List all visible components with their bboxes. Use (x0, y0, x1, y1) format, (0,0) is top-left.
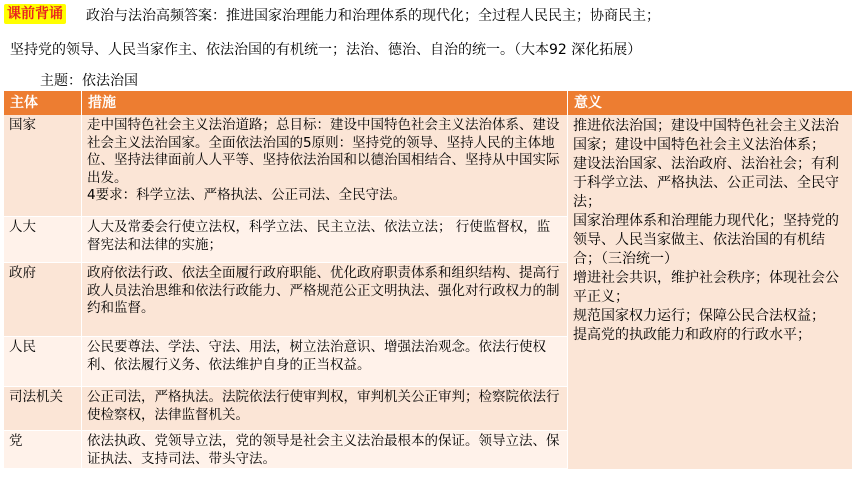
measures-cell: 依法执政、党领导立法，党的领导是社会主义法治最根本的保证。领导立法、保证执法、支持司法、带头守法。 (82, 431, 568, 469)
meaning-item: 建设法治国家、法治政府、法治社会；有利于科学立法、严格执法、公正司法、全民守法； (573, 156, 839, 210)
meaning-item: 提高党的执政能力和政府的行政水平； (573, 327, 811, 343)
subject-cell: 国家 (4, 115, 82, 217)
measures-cell: 公民要尊法、学法、守法、用法，树立法治意识、增强法治观念。依法行使权利、依法履行义务、依法维护自身的正当权益。 (82, 337, 568, 387)
measures-cell: 公正司法，严格执法。法院依法行使审判权，审判机关公正审判；检察院依法行使检察权，法律监督机关。 (82, 387, 568, 431)
topic-label: 主题：依法治国 (40, 73, 138, 89)
meaning-item: 推进依法治国；建设中国特色社会主义法治国家；建设中国特色社会主义法治体系； (573, 118, 839, 153)
measures-text: 走中国特色社会主义法治道路；总目标：建设中国特色社会主义法治体系、建设社会主义法治国家。全面依法治国的5原则：坚持党的领导、坚持人民的主体地位、坚持法律面前人人平等、坚持依法治国和以德治国相结合、坚持从中国实际出发。 (87, 117, 560, 186)
header-subject: 主体 (4, 91, 82, 115)
subject-cell: 人民 (4, 337, 82, 387)
intro-line-1: 政治与法治高频答案：推进国家治理能力和治理体系的现代化；全过程人民民主；协商民主； (86, 8, 660, 24)
rule-of-law-table (4, 91, 852, 469)
measures-text: 4要求：科学立法、严格执法、公正司法、全民守法。 (87, 187, 407, 203)
subject-cell: 司法机关 (4, 387, 82, 431)
recite-tag: 课前背诵 (4, 4, 66, 24)
measures-cell: 政府依法行政、依法全面履行政府职能、优化政府职责体系和组织结构、提高行政人员法治思维和依法行政能力、严格规范公正文明执法、强化对行政权力的制约和监督。 (82, 263, 568, 337)
measures-cell: 人大及常委会行使立法权，科学立法、民主立法、依法立法； 行使监督权，监督宪法和法律的实施； (82, 217, 568, 263)
meaning-cell (568, 115, 852, 469)
meaning-item: 规范国家权力运行；保障公民合法权益； (573, 308, 825, 324)
header-meaning: 意义 (568, 91, 852, 115)
subject-cell: 政府 (4, 263, 82, 337)
header-measures: 措施 (82, 91, 568, 115)
meaning-item: 国家治理体系和治理能力现代化；坚持党的领导、人民当家做主、依法治国的有机结合；（三治统一） (573, 213, 839, 267)
subject-cell: 人大 (4, 217, 82, 263)
meaning-item: 增进社会共识，维护社会秩序；体现社会公平正义； (573, 270, 839, 305)
intro-line-2: 坚持党的领导、人民当家作主、依法治国的有机统一；法治、德治、自治的统一。（大本92 深化拓展） (10, 42, 642, 58)
subject-cell: 党 (4, 431, 82, 469)
measures-cell (82, 115, 568, 217)
